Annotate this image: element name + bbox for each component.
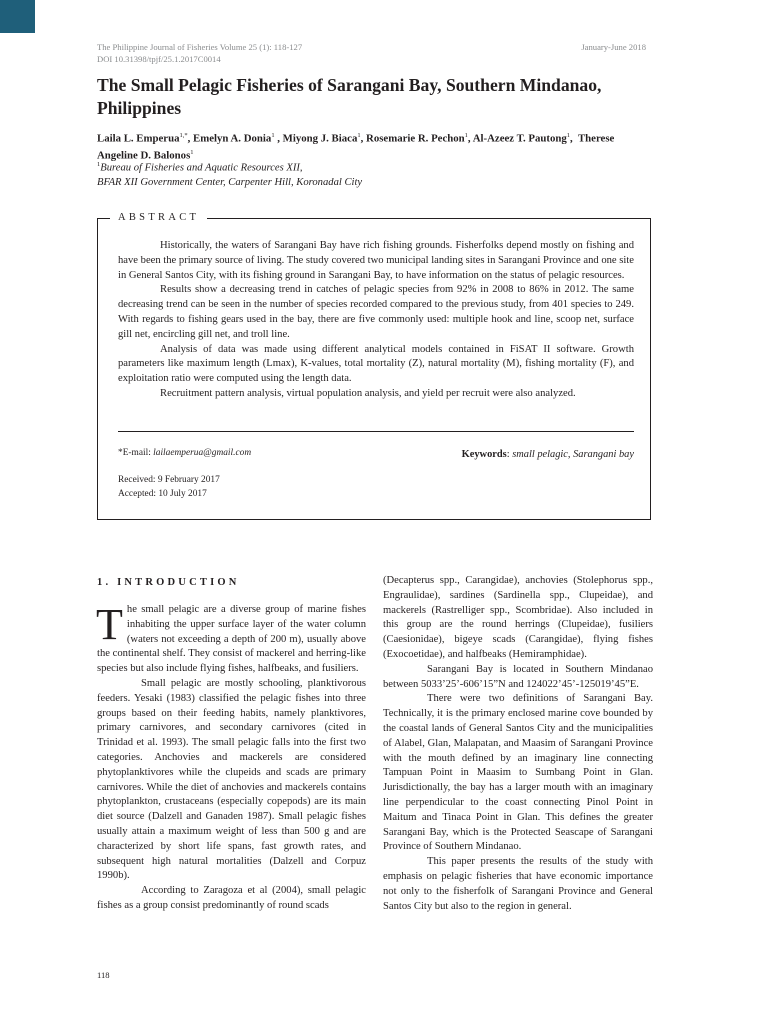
intro-paragraph: According to Zaragoza et al (2004), small pelagic fishes as a group consist predominantly of round scads bbox=[97, 885, 366, 911]
issue-date: January-June 2018 bbox=[581, 42, 646, 52]
author-name: Emelyn A. Donia bbox=[193, 132, 272, 145]
abstract-divider bbox=[118, 431, 634, 432]
author-affiliation-mark: 1 bbox=[190, 148, 194, 156]
left-column bbox=[96, 600, 366, 914]
abstract-paragraph: Historically, the waters of Sarangani Bay have rich fishing grounds. Fisherfolks depend mostly on fishing and have been the primary source of living. The study covered two municipal landing sites in Sarangani Province and one site in General Santos City, with its fishing ground in Sarangani Bay, to have information on the status of pelagic resources. bbox=[118, 240, 634, 281]
doi-line: DOI 10.31398/tpjf/25.1.2017C0014 bbox=[97, 54, 221, 64]
author-name: Al-Azeez T. Pautong bbox=[472, 132, 567, 145]
author-affiliation-mark: 1 bbox=[464, 132, 468, 139]
intro-paragraph: This paper presents the results of the study with emphasis on pelagic fisheries that have economic importance not only to the fisherfolk of Sarangani Province and General Santos City but also to the region in general. bbox=[383, 856, 653, 912]
email-address[interactable]: lailaemperua@gmail.com bbox=[153, 448, 252, 458]
intro-paragraph: Small pelagic are mostly schooling, planktivorous feeders. Yesaki (1983) classified the pelagic fishes into three groups based on their feeding habits, namely planktivores, primary carnivores, and secondary carnivores (cited in Trinidad et al. 1993). The small pelagic falls into the first two categories. Anchovies and mackerels are considered phytoplanktivores while the clupeids and scads are primary carnivores. While the diet of anchovies and mackerels contains phytoplankton, crustaceans (especially copepods) are its main diet source (Dalzell and Ganaden 1987). Small pelagic fishes usually attain a maximum weight of less than 500 g and are characterized by short life spans, fast growth rates, and subsequent high natural mortalities (Dalzell and Corpuz 1990b). bbox=[97, 677, 366, 882]
author-name: Rosemarie R. Pechon bbox=[366, 132, 465, 145]
author-name: Laila L. Emperua bbox=[97, 132, 180, 145]
author-affiliation-mark: 1 bbox=[566, 132, 571, 139]
intro-paragraph: Sarangani Bay is located in Southern Mindanao between 5033’25’-606’15”N and 124022’45’-125019’45”E. bbox=[383, 663, 653, 690]
accepted-date: Accepted: 10 July 2017 bbox=[118, 488, 207, 499]
affiliation-line-1: Bureau of Fisheries and Aquatic Resources XII, bbox=[100, 162, 303, 174]
abstract-heading: ABSTRACT bbox=[110, 211, 207, 225]
author-affiliation-mark: 1,* bbox=[179, 132, 188, 139]
corner-accent-block bbox=[0, 0, 35, 33]
paper-title: The Small Pelagic Fisheries of Sarangani Bay, Southern Mindanao, Philippines bbox=[97, 75, 602, 118]
keywords: Keywords: small pelagic, Sarangani bay bbox=[461, 449, 634, 460]
abstract-body bbox=[118, 239, 634, 402]
intro-paragraph-text: he small pelagic are a diverse group of marine fishes inhabiting the upper surface layer of the water column (waters not exceeding a depth of 200 m), usually above the continental shelf. They consist of mackerel and herring-like species but also include flying fishes, halfbeaks, and fusiliers. bbox=[97, 604, 366, 675]
drop-cap: T bbox=[96, 600, 123, 649]
intro-paragraph bbox=[96, 600, 366, 677]
journal-citation: The Philippine Journal of Fisheries Volume 25 (1): 118-127 bbox=[97, 42, 303, 52]
running-header bbox=[97, 41, 302, 65]
received-date: Received: 9 February 2017 bbox=[118, 475, 220, 485]
abstract-paragraph: Results show a decreasing trend in catches of pelagic species from 92% in 2008 to 86% in 2012. The same decreasing trend can be seen in the number of species recorded compared to the previous study, from 401 species to 249. With regards to fishing gears used in the bay, there are five commonly used: multiple hook and line, scoop net, surface gill net, encircling gill net, and troll line. bbox=[118, 284, 634, 340]
affiliation-line-2: BFAR XII Government Center, Carpenter Hill, Koronadal City bbox=[97, 177, 363, 189]
author-list: Laila L. Emperua$^{1,*}$, Emelyn A. Donia$^1$ , Miyong J. Biaca$^1$, Rosemarie R. Pechon$^1$, Al-Azeez T. Pautong$^1$, Therese Angeline D. Balonos$^1$ bbox=[97, 132, 615, 162]
keywords-label: Keywords bbox=[461, 449, 507, 460]
author-name: Miyong J. Biaca bbox=[282, 132, 358, 145]
right-column bbox=[383, 574, 653, 914]
affiliation-mark: 1 bbox=[97, 161, 101, 168]
corresponding-email bbox=[118, 447, 251, 460]
email-label: *E-mail: bbox=[118, 448, 154, 458]
submission-dates bbox=[118, 474, 220, 501]
intro-paragraph: There were two definitions of Sarangani Bay. Technically, it is the primary enclosed marine cove bounded by the coastal lands of General Santos City and the municipalities of Alabel, Glan, Malapatan, and Maasim of Sarangani Province with the mouth defined by an imaginary line connecting Tampuan Point in Maasim to Sumbang Point in Glan. Jurisdictionally, the bay has a larger mouth with an imaginary line perpendicular to the coast connecting Pinol Point in Maitum and Tinaca Point in Glan. This defines the greater Sarangani Bay, which is the Protected Seascape of Sarangani Province of Southern Mindanao. bbox=[383, 693, 653, 853]
abstract-paragraph: Recruitment pattern analysis, virtual population analysis, and yield per recruit were also analyzed. bbox=[160, 387, 576, 399]
author-name: Therese Angeline D. Balonos bbox=[97, 132, 615, 162]
page-number: 118 bbox=[97, 970, 110, 980]
keywords-value: small pelagic, Sarangani bay bbox=[512, 449, 634, 460]
author-affiliation-mark: 1 bbox=[357, 132, 361, 139]
abstract-paragraph: Analysis of data was made using different analytical models contained in FiSAT II software. Growth parameters like maximum length (Lmax), K-values, total mortality (Z), natural mortality (M), fishing mortality (F), and exploitation ratio were computed using the length data. bbox=[118, 343, 634, 385]
affiliation bbox=[97, 158, 657, 191]
author-affiliation-mark: 1 bbox=[271, 132, 275, 139]
section-heading-introduction: 1. INTRODUCTION bbox=[97, 577, 240, 588]
intro-paragraph: (Decapterus spp., Carangidae), anchovies (Stolephorus spp., Engraulidae), sardines (Sardinella spp., Clupeidae), and mackerels (Rastrelliger spp., Scombridae). Also included in this group are the round herrings (Clupeidae), fusiliers (Caesionidae), bigeye scads (Carangidae), flying fishes (Exocoetidae), and halfbeaks (Hemiramphidae). bbox=[383, 575, 653, 660]
